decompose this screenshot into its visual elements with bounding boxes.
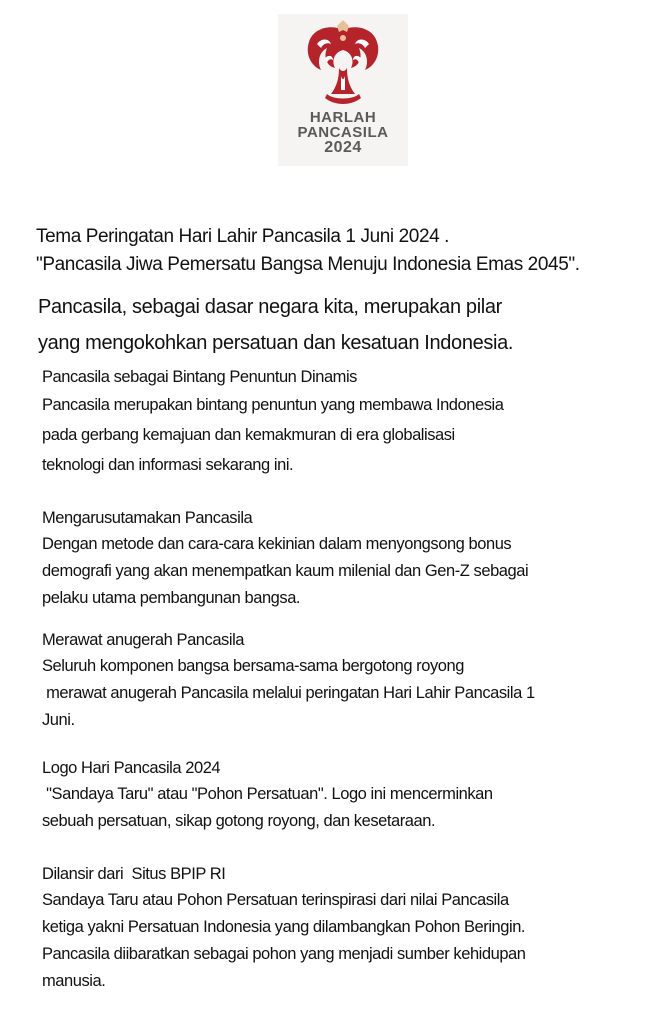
section-body: [42, 390, 662, 480]
section-body-line: "Sandaya Taru" atau "Pohon Persatuan". Logo ini mencerminkan: [42, 785, 493, 803]
section-body-line: Sandaya Taru atau Pohon Persatuan terinspirasi dari nilai Pancasila: [42, 891, 509, 909]
section-body-line: pelaku utama pembangunan bangsa.: [42, 589, 301, 607]
section-body-line: Pancasila merupakan bintang penuntun yang membawa Indonesia: [42, 396, 504, 414]
section-title: Logo Hari Pancasila 2024: [42, 759, 221, 777]
section-title: Pancasila sebagai Bintang Penuntun Dinamis: [42, 368, 357, 386]
section-body-line: ketiga yakni Persatuan Indonesia yang dilambangkan Pohon Beringin.: [42, 918, 526, 936]
theme-heading: [36, 223, 662, 251]
section-body-line: sebuah persatuan, sikap gotong royong, dan kesetaraan.: [42, 812, 436, 830]
section-title: Merawat anugerah Pancasila: [42, 631, 245, 649]
sandaya-taru-tree-icon: [303, 20, 383, 106]
intro-paragraph: [38, 289, 662, 361]
section-body-line: teknologi dan informasi sekarang ini.: [42, 456, 294, 474]
intro-line-2: yang mengokohkan persatuan dan kesatuan Indonesia.: [38, 332, 514, 354]
section-body-line: Seluruh komponen bangsa bersama-sama bergotong royong: [42, 657, 464, 675]
theme-line-1: Tema Peringatan Hari Lahir Pancasila 1 Juni 2024 .: [36, 226, 450, 247]
section-title: Mengarusutamakan Pancasila: [42, 509, 253, 527]
section-body-line: pada gerbang kemajuan dan kemakmuran di era globalisasi: [42, 426, 455, 444]
theme-quote: [36, 251, 662, 279]
intro-line-1: Pancasila, sebagai dasar negara kita, merupakan pilar: [38, 296, 502, 318]
section-body: [42, 781, 662, 835]
harlah-pancasila-logo: [278, 14, 408, 166]
section-body: [42, 653, 662, 734]
logo-title: [278, 110, 408, 155]
logo-line-year: 2024: [324, 139, 362, 156]
section-body-line: manusia.: [42, 972, 106, 990]
section-body: [42, 887, 662, 995]
section-body-line: Dengan metode dan cara-cara kekinian dalam menyongsong bonus: [42, 535, 512, 553]
theme-line-2: "Pancasila Jiwa Pemersatu Bangsa Menuju Indonesia Emas 2045".: [36, 254, 580, 275]
logo-line-harlah: HARLAH: [309, 109, 377, 126]
logo-line-pancasila: PANCASILA: [297, 124, 389, 141]
section-body-line: merawat anugerah Pancasila melalui peringatan Hari Lahir Pancasila 1: [42, 684, 535, 702]
section-dilansir-bpip: [42, 861, 662, 995]
section-body-line: Juni.: [42, 711, 75, 729]
section-body-line: demografi yang akan menempatkan kaum milenial dan Gen-Z sebagai: [42, 562, 529, 580]
section-merawat-anugerah: [42, 627, 662, 734]
section-body: [42, 531, 662, 612]
section-bintang-penuntun: [42, 364, 662, 480]
section-body-line: Pancasila diibaratkan sebagai pohon yang menjadi sumber kehidupan: [42, 945, 526, 963]
section-title: Dilansir dari Situs BPIP RI: [42, 865, 226, 883]
section-mengarusutamakan: [42, 505, 662, 612]
section-logo-hari-pancasila: [42, 755, 662, 835]
